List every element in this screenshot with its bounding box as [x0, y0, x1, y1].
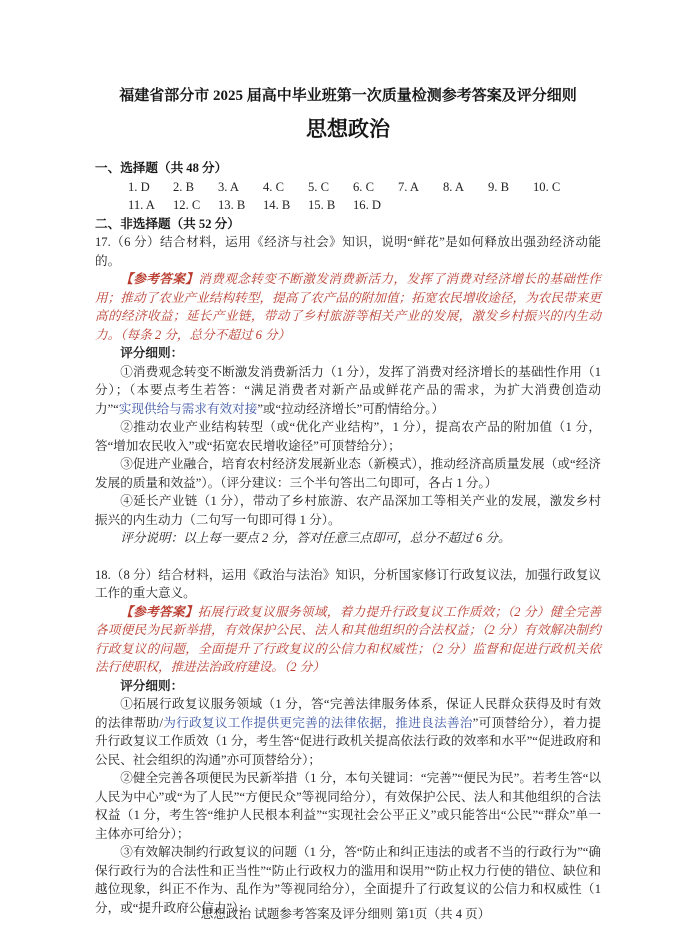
- q17-rubric-point-2: ②推动农业产业结构转型（或“优化产业结构”，1 分），提高农产品的附加值（1 分，答“增加农民收入”或“拓宽农民增收途径”可顶替给分）；: [95, 420, 601, 453]
- q17-answer-label: 【参考答案】: [120, 272, 199, 286]
- q17-rubric-point-4: ④延长产业链（1 分），带动了乡村旅游、农产品深加工等相关产业的发展，激发乡村振兴的内生动力（二句写一句即可得 1 分）。: [95, 494, 601, 527]
- non-choice-section-heading: 二、非选择题（共 52 分）: [95, 216, 240, 231]
- page-footer: 思想政治 试题参考答案及评分细则 第1页（共 4 页）: [200, 907, 491, 921]
- q18-rubric-point-3: ③有效解决制约行政复议的问题（1 分，答“防止和纠正违法的或者不当的行政行为”“确保行政行为的合法性和正当性”“防止行政权力的滥用和误用”“防止权力行使的错位、缺位和越位现象，纠正不作为、乱作为”等视同给分），全面提升了行政复议的公信力和权威性（1 分，或“提升政府公信力”）；: [95, 845, 601, 915]
- q18-point1-text-end: ”可顶替给分），着力提升行政复议工作质效（1 分，考生答“促进行政机关提高依法行政的效率和水平”“促进政府和公民、社会组织的沟通”亦可顶替给分）；: [95, 715, 602, 767]
- choice-answers-row-2: [95, 196, 601, 215]
- choice-section-heading: 一、选择题（共 48 分）: [95, 161, 228, 175]
- q17-answer-text: 消费观念转变不断激发消费新活力，发挥了消费对经济增长的基础性作用；推动了农业产业结构转型，提高了农产品的附加值；拓宽农民增收途径，为农民带来更高的经济收益；延长产业链，带动了乡村旅游等相关产业的发展，激发乡村振兴的内生动力。（每条 2 分，总分不超过 6 分）: [95, 272, 602, 342]
- q18-question: 18.（8 分）结合材料，运用《政治与法治》知识，分析国家修订行政复议法，加强行政复议工作的重大意义。: [95, 567, 601, 600]
- choice-answer-4: 4. C: [263, 179, 284, 194]
- document-title: 福建省部分市 2025 届高中毕业班第一次质量检测参考答案及评分细则: [119, 88, 577, 104]
- choice-answer-10: 10. C: [533, 179, 561, 194]
- document-content: [95, 84, 601, 917]
- q18-point1-highlight: 为行政复议工作提供更完善的法律依据，推进良法善治: [162, 715, 473, 730]
- q17-point1-text: ①消费观念转变不断激发消费新活力（1 分），发挥了消费对经济增长的基础性作用（1 分）；（本要点考生若答：“满足消费者对新产品或鲜花产品的需求，为扩大消费创造动力”“: [95, 364, 601, 416]
- q18-rubric-heading: 评分细则：: [120, 678, 184, 693]
- q18-point1-text: ①拓展行政复议服务领域（1 分，答“完善法律服务体系，保证人民群众获得及时有效的法律帮助/: [95, 697, 601, 730]
- choice-answer-15: 15. B: [308, 198, 336, 212]
- q17-rubric-point-1: [95, 363, 601, 419]
- choice-answer-2: 2. B: [173, 179, 194, 194]
- q18-reference-answer: [95, 603, 601, 677]
- q18-answer-text: 拓展行政复议服务领域，着力提升行政复议工作质效；（2 分）健全完善各项便民为民新举措，有效保护公民、法人和其他组织的合法权益；（2 分）有效解决制约行政复议的问题，全面提升了行政复议的公信力和权威性；（2 分）监督和促进行政机关依法行使职权，推进法治政府建设。（2 分）: [95, 604, 602, 674]
- choice-answer-1: 1. D: [128, 179, 150, 194]
- q17-rubric-point-3: ③促进产业融合，培育农村经济发展新业态（新模式），推动经济高质量发展（或“经济发展的质量和效益”）。（评分建议：三个半句答出二句即可，各占 1 分。）: [95, 457, 601, 490]
- q17-point1-highlight: 实现供给与需求有效对接: [118, 401, 258, 416]
- choice-answer-6: 6. C: [353, 179, 374, 194]
- choice-answer-16: 16. D: [353, 198, 381, 212]
- choice-answer-3: 3. A: [218, 179, 239, 194]
- choice-answer-5: 5. C: [308, 179, 329, 194]
- choice-answer-11: 11. A: [128, 198, 155, 212]
- q17-reference-answer: [95, 270, 601, 344]
- q17-rubric-heading: 评分细则：: [120, 346, 184, 360]
- choice-answer-12: 12. C: [173, 198, 201, 212]
- document-subtitle: 思想政治: [306, 117, 390, 141]
- q18-rubric-point-2: ②健全完善各项便民为民新举措（1 分，本句关键词：“完善”“便民为民”。若考生答“以人民为中心”或“为了人民”“方便民众”等视同给分），有效保护公民、法人和其他组织的合法权益（1 分，考生答“维护人民根本利益”“实现社会公平正义”或只能答出“公民”“群众”单一主体亦可给分）；: [95, 771, 601, 841]
- choice-answer-7: 7. A: [398, 179, 419, 194]
- q18-rubric-point-1: [95, 695, 601, 769]
- choice-answer-9: 9. B: [488, 179, 509, 194]
- choice-answer-8: 8. A: [443, 179, 464, 194]
- choice-answer-13: 13. B: [218, 198, 246, 212]
- choice-answers-row-1: [95, 178, 601, 197]
- q18-answer-label: 【参考答案】: [120, 604, 198, 619]
- q17-point1-text-end: ”或“拉动经济增长”可酌情给分。）: [257, 401, 445, 416]
- q17-question: 17.（6 分）结合材料，运用《经济与社会》知识，说明“鲜花”是如何释放出强劲经济动能的。: [95, 235, 601, 268]
- choice-answer-14: 14. B: [263, 198, 291, 212]
- q17-scoring-note: 评分说明：以上每一要点 2 分，答对任意三点即可，总分不超过 6 分。: [120, 531, 511, 545]
